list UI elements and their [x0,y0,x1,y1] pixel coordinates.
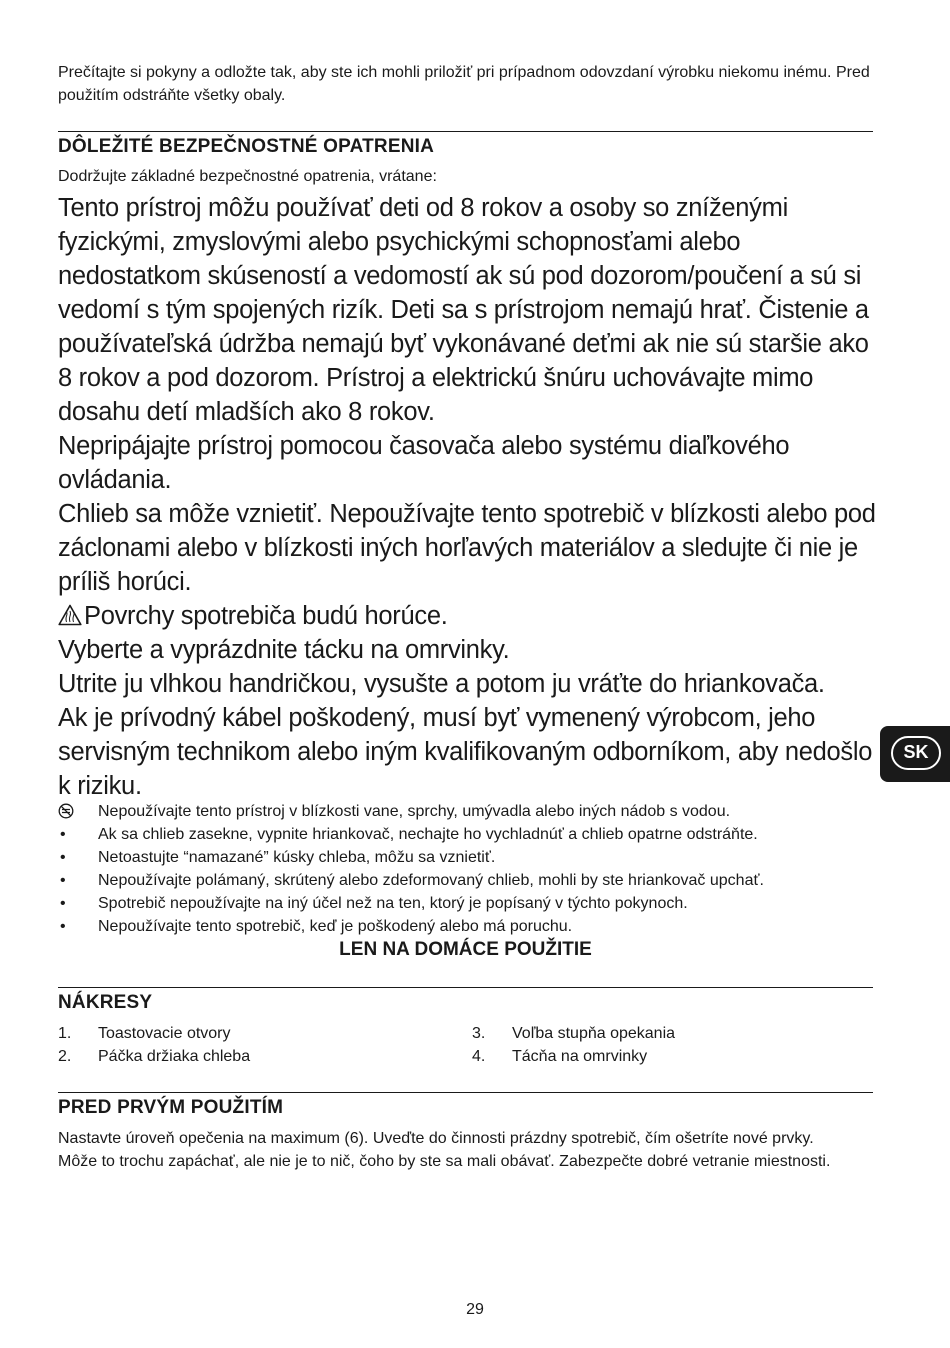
list-item [58,823,873,846]
section-divider [58,987,873,988]
safety-paragraph: Ak je prívodný kábel poškodený, musí byť vymenený výrobcom, jeho servisným technikom alebo iným kvalifikovaným odborníkom, aby nedošlo k riziku. [58,704,873,800]
list-item [472,1045,675,1068]
intro-text: Prečítajte si pokyny a odložte tak, aby ste ich mohli priložiť pri prípadnom odovzdaní výrobku niekomu inému. Pred použitím odstráňte všetky obaly. [58,64,870,104]
safety-subheading: Dodržujte základné bezpečnostné opatrenia, vrátane: [58,168,437,185]
bullet-symbol: • [60,872,66,889]
hot-surface-text: Povrchy spotrebiča budú horúce. [84,602,448,630]
domestic-use-note: LEN NA DOMÁCE POUŽITIE [339,939,592,960]
item-number: 4. [472,1048,486,1065]
safety-paragraph-hot-surface [58,599,888,633]
safety-bullet-list [58,800,873,938]
drawings-heading: NÁKRESY [58,992,153,1013]
bullet-text: Nepoužívajte tento prístroj v blízkosti vane, sprchy, umývadla alebo iných nádob s vodou. [98,803,731,820]
list-item [58,892,873,915]
safety-heading: DÔLEŽITÉ BEZPEČNOSTNÉ OPATRENIA [58,136,435,157]
section-divider [58,131,873,132]
bullet-text: Netoastujte “namazané” kúsky chleba, môžu sa vznietiť. [98,849,496,866]
bullet-symbol: • [60,895,66,912]
bullet-symbol: • [60,849,66,866]
safety-paragraph: Tento prístroj môžu používať deti od 8 rokov a osoby so zníženými fyzickými, zmyslovými alebo psychickými schopnosťami alebo nedostatkom skúseností a vedomostí ak sú pod dozorom/poučení a sú si vedomí s tým spojených rizík. Deti sa s prístrojom nemajú hrať. Čistenie a používateľská údržba nemajú byť vykonávané deťmi ak nie sú staršie ako 8 rokov a pod dozorom. Prístroj a elektrickú šnúru uchovávajte mimo dosahu detí mladších ako 8 rokov. [58,194,869,426]
safety-paragraph: Vyberte a vyprázdnite tácku na omrvinky. [58,636,510,664]
hot-surface-warning-icon [58,601,82,623]
item-label: Toastovacie otvory [98,1025,231,1042]
list-item [58,800,873,823]
bullet-text: Nepoužívajte tento spotrebič, keď je poškodený alebo má poruchu. [98,918,573,935]
language-badge: SK [891,736,941,770]
item-number: 3. [472,1025,486,1042]
list-item [58,869,873,892]
safety-paragraph: Nepripájajte prístroj pomocou časovača alebo systému diaľkového ovládania. [58,432,790,494]
item-label: Voľba stupňa opekania [512,1025,676,1042]
list-item [58,915,873,938]
drawings-list-left [58,1022,250,1068]
bullet-text: Spotrebič nepoužívajte na iný účel než na ten, ktorý je popísaný v týchto pokynoch. [98,895,688,912]
bullet-symbol: • [60,918,66,935]
item-label: Páčka držiaka chleba [98,1048,251,1065]
bullet-text: Ak sa chlieb zasekne, vypnite hriankovač, nechajte ho vychladnúť a chlieb opatrne odstráňte. [98,826,758,843]
item-number: 1. [58,1025,72,1042]
bullet-text: Nepoužívajte polámaný, skrútený alebo zdeformovaný chlieb, mohli by ste hriankovač upchať. [98,872,764,889]
safety-paragraph: Chlieb sa môže vznietiť. Nepoužívajte tento spotrebič v blízkosti alebo pod záclonami alebo v blízkosti iných horľavých materiálov a sledujte či nie je príliš horúci. [58,500,876,596]
page-number: 29 [466,1301,484,1318]
drawings-list-right [472,1022,675,1068]
section-divider [58,1092,873,1093]
first-use-heading: PRED PRVÝM POUŽITÍM [58,1097,284,1118]
language-tab [880,726,950,782]
list-item [472,1022,675,1045]
list-item [58,1022,250,1045]
bullet-symbol: • [60,826,66,843]
list-item [58,846,873,869]
item-label: Tácňa na omrvinky [512,1048,648,1065]
item-number: 2. [58,1048,72,1065]
first-use-text: Nastavte úroveň opečenia na maximum (6). Uveďte do činnosti prázdny spotrebič, čím ošetríte nové prvky. Môže to trochu zapáchať, ale nie je to nič, čoho by ste sa mali obávať. Zabezpečte dobré vetranie miestnosti. [58,1130,831,1170]
list-item [58,1045,250,1068]
safety-paragraph: Utrite ju vlhkou handričkou, vysušte a potom ju vráťte do hriankovača. [58,670,825,698]
safety-paragraphs [58,191,888,803]
